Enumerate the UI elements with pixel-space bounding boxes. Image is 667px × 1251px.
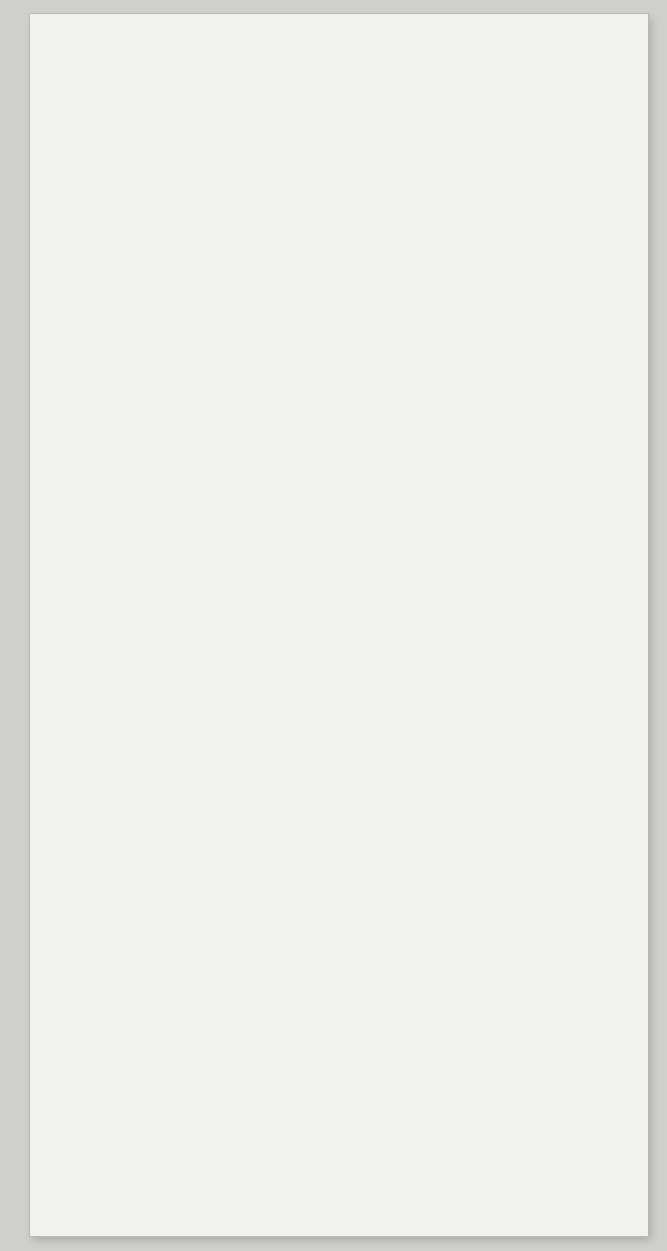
bulletin-page — [30, 14, 648, 1236]
